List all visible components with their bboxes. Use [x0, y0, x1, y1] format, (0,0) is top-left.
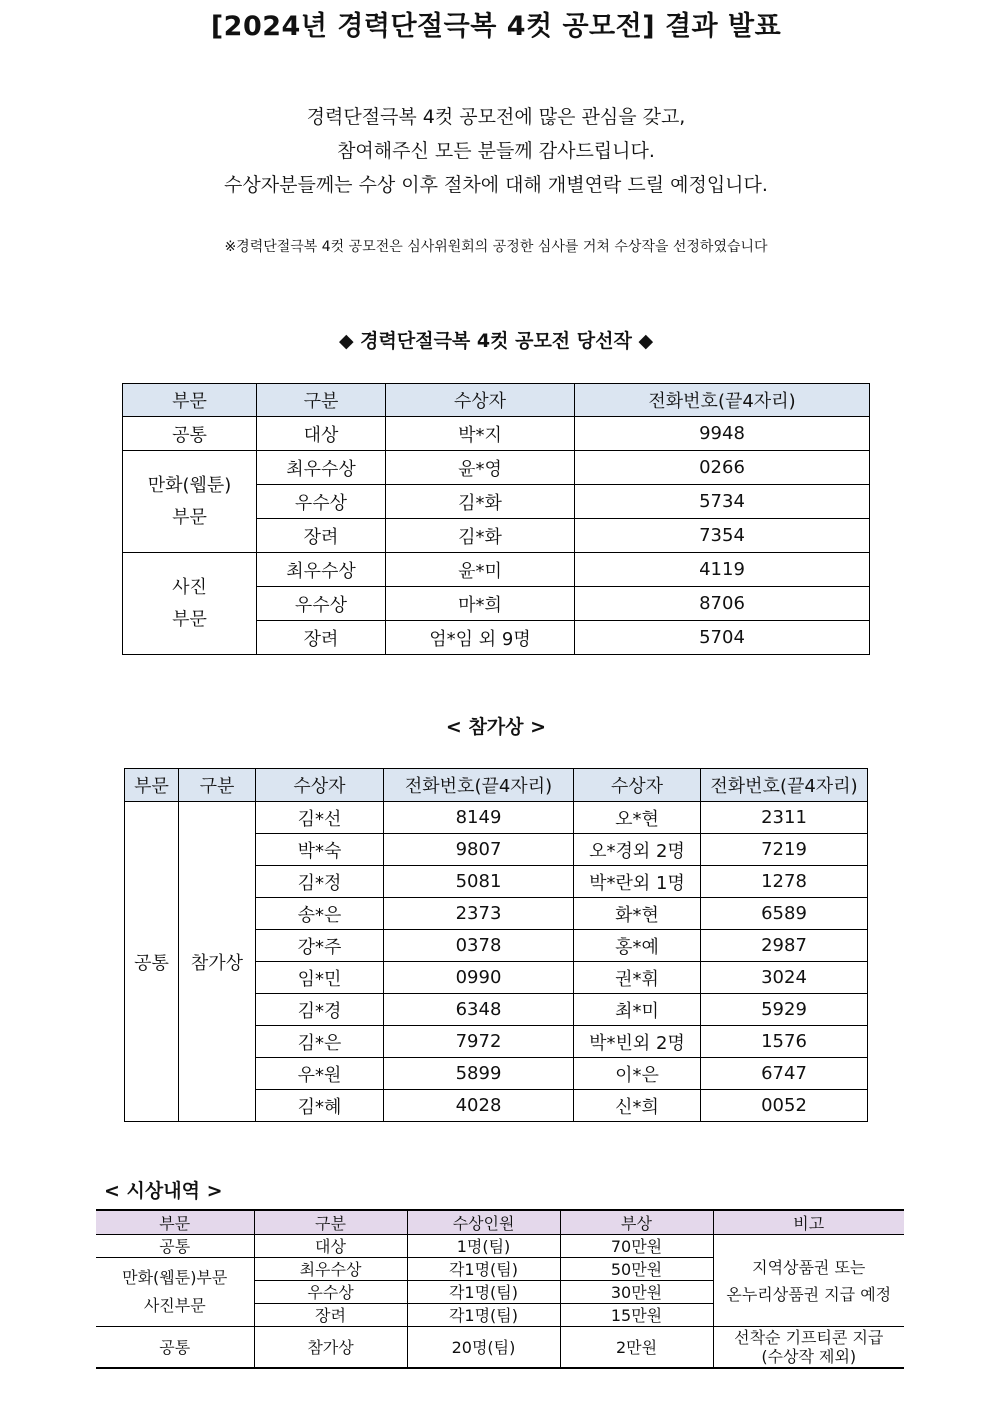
phone-cell: 2373 [384, 898, 574, 930]
column-header: 수상자 [386, 384, 575, 417]
grade-cell: 대상 [254, 1235, 407, 1258]
count-cell: 각1명(팀) [407, 1304, 560, 1327]
phone-cell: 5929 [701, 994, 868, 1026]
name-cell: 임*민 [256, 962, 384, 994]
column-header: 전화번호(끝4자리) [575, 384, 870, 417]
name-cell: 강*주 [256, 930, 384, 962]
name-cell: 권*휘 [574, 962, 701, 994]
phone-cell: 8149 [384, 802, 574, 834]
phone-cell: 0990 [384, 962, 574, 994]
name-cell: 김*은 [256, 1026, 384, 1058]
grade-cell: 우수상 [257, 587, 386, 621]
name-cell: 윤*영 [386, 451, 575, 485]
column-header: 부상 [560, 1210, 713, 1235]
name-cell: 홍*예 [574, 930, 701, 962]
remark-line: 선착순 기프티콘 지급 [734, 1328, 884, 1347]
phone-cell: 5704 [575, 621, 870, 655]
phone-cell: 9948 [575, 417, 870, 451]
phone-cell: 5734 [575, 485, 870, 519]
intro-text [0, 100, 992, 202]
grade-cell: 최우수상 [257, 451, 386, 485]
intro-line: 경력단절극복 4컷 공모전에 많은 관심을 갖고, [306, 106, 686, 128]
name-cell: 김*화 [386, 485, 575, 519]
table-row [123, 553, 870, 587]
column-header: 구분 [179, 769, 256, 802]
grade-cell: 참가상 [254, 1327, 407, 1369]
intro-line: 참여해주신 모든 분들께 감사드립니다. [337, 140, 655, 162]
phone-cell: 6747 [701, 1058, 868, 1090]
section-cell: 공통 [123, 417, 257, 451]
count-cell: 1명(팀) [407, 1235, 560, 1258]
section-cell: 공통 [125, 802, 179, 1122]
table-row [96, 1235, 904, 1258]
awards-table [96, 1209, 904, 1369]
column-header: 부문 [125, 769, 179, 802]
participation-table [124, 768, 868, 1122]
phone-cell: 4028 [384, 1090, 574, 1122]
phone-cell: 0378 [384, 930, 574, 962]
phone-cell: 7354 [575, 519, 870, 553]
name-cell: 오*현 [574, 802, 701, 834]
count-cell: 각1명(팀) [407, 1258, 560, 1281]
section-cell: 공통 [96, 1235, 254, 1258]
phone-cell: 0052 [701, 1090, 868, 1122]
grade-cell: 최우수상 [257, 553, 386, 587]
grade-cell: 장려 [254, 1304, 407, 1327]
prize-cell: 70만원 [560, 1235, 713, 1258]
table-row [125, 802, 868, 834]
table-header-row [125, 769, 868, 802]
phone-cell: 9807 [384, 834, 574, 866]
table-row [123, 417, 870, 451]
column-header: 구분 [254, 1210, 407, 1235]
prize-cell: 2만원 [560, 1327, 713, 1369]
grade-cell: 장려 [257, 519, 386, 553]
participation-heading: < 참가상 > [445, 716, 547, 738]
name-cell: 박*란외 1명 [574, 866, 701, 898]
winners-heading: ◆ 경력단절극복 4컷 공모전 당선작 ◆ [338, 330, 654, 352]
table-row [96, 1327, 904, 1369]
column-header: 비고 [713, 1210, 904, 1235]
name-cell: 화*현 [574, 898, 701, 930]
prize-cell: 15만원 [560, 1304, 713, 1327]
column-header: 수상자 [574, 769, 701, 802]
remark-line: (수상작 제외) [761, 1347, 857, 1366]
remark-line: 지역상품권 또는 [752, 1257, 866, 1277]
prize-cell: 30만원 [560, 1281, 713, 1304]
phone-cell: 1576 [701, 1026, 868, 1058]
name-cell: 박*숙 [256, 834, 384, 866]
grade-cell: 우수상 [257, 485, 386, 519]
remark-cell [713, 1235, 904, 1327]
phone-cell: 7219 [701, 834, 868, 866]
section-line: 부문 [172, 608, 207, 630]
phone-cell: 4119 [575, 553, 870, 587]
category-cell: 참가상 [179, 802, 256, 1122]
phone-cell: 0266 [575, 451, 870, 485]
name-cell: 박*지 [386, 417, 575, 451]
table-header-row [123, 384, 870, 417]
section-cell [123, 451, 257, 553]
grade-cell: 우수상 [254, 1281, 407, 1304]
name-cell: 김*혜 [256, 1090, 384, 1122]
phone-cell: 2311 [701, 802, 868, 834]
count-cell: 각1명(팀) [407, 1281, 560, 1304]
name-cell: 송*은 [256, 898, 384, 930]
intro-line: 수상자분들께는 수상 이후 절차에 대해 개별연락 드릴 예정입니다. [224, 174, 768, 196]
name-cell: 박*빈외 2명 [574, 1026, 701, 1058]
phone-cell: 6348 [384, 994, 574, 1026]
name-cell: 신*희 [574, 1090, 701, 1122]
awards-heading: < 시상내역 > [104, 1180, 223, 1202]
section-line: 사진부문 [143, 1296, 206, 1315]
name-cell: 윤*미 [386, 553, 575, 587]
phone-cell: 1278 [701, 866, 868, 898]
grade-cell: 장려 [257, 621, 386, 655]
table-header-row [96, 1210, 904, 1235]
name-cell: 김*경 [256, 994, 384, 1026]
column-header: 전화번호(끝4자리) [701, 769, 868, 802]
section-cell [123, 553, 257, 655]
name-cell: 마*희 [386, 587, 575, 621]
name-cell: 오*경외 2명 [574, 834, 701, 866]
phone-cell: 8706 [575, 587, 870, 621]
column-header: 구분 [257, 384, 386, 417]
phone-cell: 2987 [701, 930, 868, 962]
remark-cell [713, 1327, 904, 1369]
winners-table [122, 383, 870, 655]
column-header: 전화번호(끝4자리) [384, 769, 574, 802]
table-row [123, 451, 870, 485]
column-header: 수상자 [256, 769, 384, 802]
remark-line: 온누리상품권 지급 예정 [726, 1284, 892, 1304]
section-line: 사진 [172, 576, 207, 598]
count-cell: 20명(팀) [407, 1327, 560, 1369]
phone-cell: 5081 [384, 866, 574, 898]
name-cell: 최*미 [574, 994, 701, 1026]
section-cell [96, 1258, 254, 1327]
name-cell: 우*원 [256, 1058, 384, 1090]
selection-note: ※경력단절극복 4컷 공모전은 심사위원회의 공정한 심사를 거쳐 수상작을 선정하였습니다 [224, 239, 768, 255]
phone-cell: 7972 [384, 1026, 574, 1058]
column-header: 수상인원 [407, 1210, 560, 1235]
grade-cell: 대상 [257, 417, 386, 451]
prize-cell: 50만원 [560, 1258, 713, 1281]
page-title: [2024년 경력단절극복 4컷 공모전] 결과 발표 [210, 11, 782, 42]
column-header: 부문 [123, 384, 257, 417]
name-cell: 엄*임 외 9명 [386, 621, 575, 655]
section-line: 부문 [172, 506, 207, 528]
phone-cell: 3024 [701, 962, 868, 994]
name-cell: 김*정 [256, 866, 384, 898]
phone-cell: 6589 [701, 898, 868, 930]
grade-cell: 최우수상 [254, 1258, 407, 1281]
section-line: 만화(웹툰)부문 [122, 1268, 228, 1287]
name-cell: 김*화 [386, 519, 575, 553]
phone-cell: 5899 [384, 1058, 574, 1090]
name-cell: 김*선 [256, 802, 384, 834]
section-line: 만화(웹툰) [147, 474, 232, 496]
section-cell: 공통 [96, 1327, 254, 1369]
column-header: 부문 [96, 1210, 254, 1235]
name-cell: 이*은 [574, 1058, 701, 1090]
